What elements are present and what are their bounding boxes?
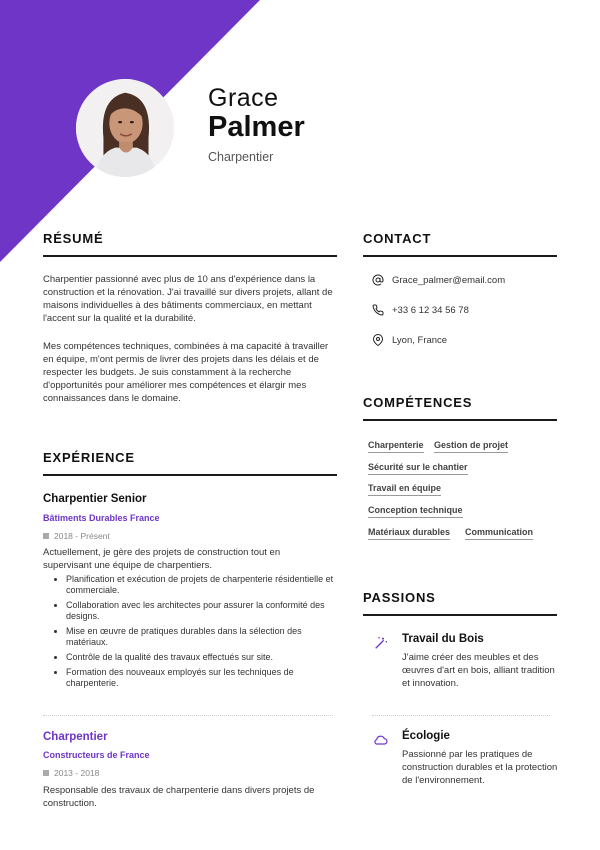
at-icon <box>372 274 384 286</box>
passion-1-title: Travail du Bois <box>402 633 484 645</box>
passion-1-text: J'aime créer des meubles et des œuvres d'art en bois, alliant tradition et innovation. <box>402 652 555 689</box>
job-2-dates-text: 2013 - 2018 <box>54 768 100 778</box>
skills-heading: COMPÉTENCES <box>363 395 473 410</box>
skill-tag: Gestion de projet <box>434 440 508 453</box>
skills-rule <box>363 419 557 421</box>
magic-wand-icon <box>373 635 389 651</box>
job-1-bullet: Formation des nouveaux employés sur les techniques de charpenterie. <box>54 667 334 689</box>
contact-email-row[interactable] <box>372 274 505 286</box>
job-1-dates <box>43 531 110 541</box>
contact-heading: CONTACT <box>363 231 432 246</box>
phone-icon <box>372 304 384 316</box>
job-1-dates-text: 2018 - Présent <box>54 531 110 541</box>
skill-tag: Travail en équipe <box>368 483 441 496</box>
contact-phone-row[interactable] <box>372 304 469 316</box>
job-1-bullet: Collaboration avec les architectes pour assurer la conformité des designs. <box>54 600 334 622</box>
experience-rule <box>43 474 337 476</box>
skill-tag: Matériaux durables <box>368 527 450 540</box>
job-1-bullets <box>54 574 334 693</box>
calendar-icon <box>43 770 49 776</box>
contact-email[interactable]: Grace_palmer@email.com <box>392 274 506 286</box>
first-name: Grace <box>208 84 279 112</box>
passion-2-title: Écologie <box>402 730 450 742</box>
job-1-bullet: Contrôle de la qualité des travaux effectués sur site. <box>54 652 334 663</box>
contact-rule <box>363 255 557 257</box>
contact-location-row <box>372 334 447 346</box>
passion-2-text: Passionné par les pratiques de construction durables et la protection de l'environnement. <box>402 749 558 786</box>
cloud-icon <box>373 732 389 748</box>
passion-divider <box>372 715 550 716</box>
skill-tag: Communication <box>465 527 533 540</box>
skill-tag: Charpenterie <box>368 440 424 453</box>
resume-paragraph-1: Charpentier passionné avec plus de 10 ans d'expérience dans la construction et la rénovation. J'ai travaillé sur divers projets, allant de maisons individuelles à des bâtiments commerciaux, en mettant l'accent sur la qualité et la durabilité. <box>43 274 333 324</box>
job-1-company: Bâtiments Durables France <box>43 513 160 523</box>
skill-tag: Conception technique <box>368 505 463 518</box>
job-title: Charpentier <box>208 150 274 164</box>
portrait-illustration <box>76 79 174 177</box>
job-1-title: Charpentier Senior <box>43 493 147 505</box>
contact-phone[interactable]: +33 6 12 34 56 78 <box>392 304 469 316</box>
job-divider <box>43 715 333 716</box>
experience-heading: EXPÉRIENCE <box>43 450 135 465</box>
job-1-description: Actuellement, je gère des projets de construction tout en supervisant une équipe de charpentiers. <box>43 547 281 571</box>
contact-location: Lyon, France <box>392 334 448 346</box>
job-1-bullet: Mise en œuvre de pratiques durables dans la sélection des matériaux. <box>54 626 334 648</box>
job-2-title: Charpentier <box>43 731 108 743</box>
location-pin-icon <box>372 334 384 346</box>
job-2-dates <box>43 768 99 778</box>
resume-paragraph-2: Mes compétences techniques, combinées à ma capacité à travailler en équipe, m'ont permis de livrer des projets dans les délais et de respecter les budgets. Je suis constamment à la recherche d'opportunités pour améliorer mes compétences et élargir mes connaissances dans le domaine. <box>43 341 329 404</box>
job-1-bullet: Planification et exécution de projets de charpenterie résidentielle et commerciale. <box>54 574 334 596</box>
job-2-company: Constructeurs de France <box>43 750 150 760</box>
calendar-icon <box>43 533 49 539</box>
resume-heading: RÉSUMÉ <box>43 231 104 246</box>
profile-photo <box>76 79 174 177</box>
passions-rule <box>363 614 557 616</box>
resume-rule <box>43 255 337 257</box>
passions-heading: PASSIONS <box>363 590 436 605</box>
job-2-description: Responsable des travaux de charpenterie dans divers projets de construction. <box>43 785 315 809</box>
last-name: Palmer <box>208 111 305 143</box>
skill-tag: Sécurité sur le chantier <box>368 462 468 475</box>
